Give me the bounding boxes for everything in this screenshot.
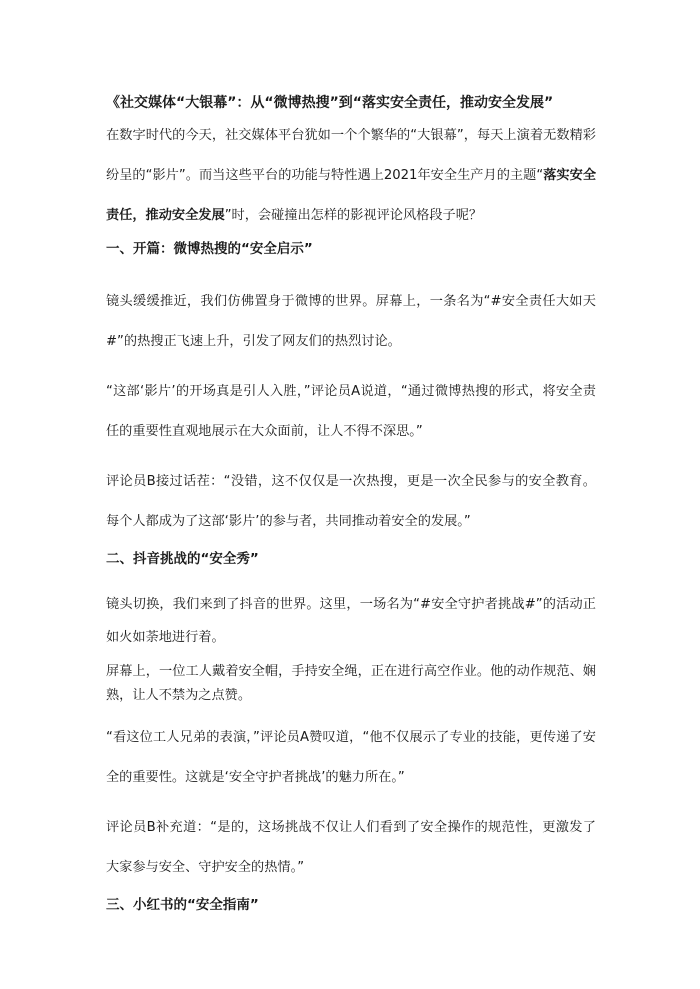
- section2-paragraph-3: “看这位工人兄弟的表演，”评论员A赞叹道，“他不仅展示了专业的技能，更传递了安全的重要性。这就是‘安全守护者挑战’的魅力所在。”: [106, 730, 596, 785]
- section1-paragraph-3: 评论员B接过话茬：“没错，这不仅仅是一次热搜，更是一次全民参与的安全教育。每个人都成为了这部‘影片’的参与者，共同推动着安全的发展。”: [106, 474, 596, 529]
- section2-paragraph-1: 镜头切换，我们来到了抖音的世界。这里，一场名为“#安全守护者挑战#”的活动正如火如荼地进行着。: [106, 597, 596, 645]
- intro-theme-bold: 落实安全责任，推动安全发展: [106, 168, 597, 223]
- section2-paragraph-4: 评论员B补充道：“是的，这场挑战不仅让人们看到了安全操作的规范性，更激发了大家参与安全、守护安全的热情。”: [106, 820, 596, 875]
- intro-text: 在数字时代的今天，社交媒体平台犹如一个个繁华的“大银幕”，每天上演着无数精彩纷呈的“影片”。而当这些平台的功能与特性遇上2021年安全生产月的主题“: [106, 128, 596, 183]
- section2-paragraph-2: 屏幕上，一位工人戴着安全帽，手持安全绳，正在进行高空作业。他的动作规范、娴熟，让人不禁为之点赞。: [106, 664, 596, 703]
- article-title: 《社交媒体“大银幕”：从“微博热搜”到“落实安全责任，推动安全发展”: [106, 95, 554, 111]
- article-body: [106, 92, 596, 916]
- intro-text-end: ”时，会碰撞出怎样的影视评论风格段子呢？: [224, 208, 483, 223]
- intro-paragraph: [106, 116, 596, 236]
- section1-paragraph-2: “这部‘影片’的开场真是引人入胜，”评论员A说道，“通过微博热搜的形式，将安全责任的重要性直观地展示在大众面前，让人不得不深思。”: [106, 384, 596, 439]
- section-heading-douyin: 二、抖音挑战的“安全秀”: [106, 551, 259, 567]
- section1-paragraph-1: 镜头缓缓推近，我们仿佛置身于微博的世界。屏幕上，一条名为“#安全责任大如天#”的热搜正飞速上升，引发了网友们的热烈讨论。: [106, 294, 596, 349]
- section-heading-xiaohongshu: 三、小红书的“安全指南”: [106, 897, 259, 913]
- section-heading-weibo: 一、开篇：微博热搜的“安全启示”: [106, 241, 313, 257]
